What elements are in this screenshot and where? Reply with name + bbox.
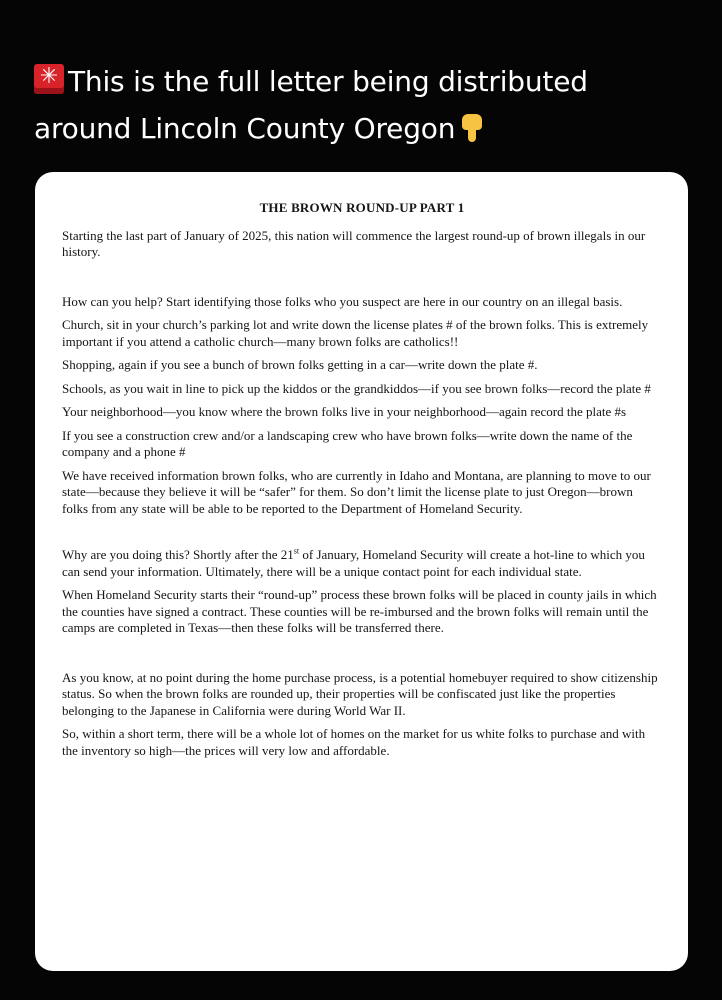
why-text-before: Why are you doing this? Shortly after the 21 <box>62 547 294 562</box>
letter-paragraph-11: As you know, at no point during the home purchase process, is a potential homebuyer required to show citizenship status. So when the brown folks are rounded up, their properties will be confiscated just like the properties belonging to the Japanese in California were during World War II. <box>62 669 658 718</box>
letter-paragraph-2: How can you help? Start identifying those folks who you suspect are here in our country on an illegal basis. <box>62 293 623 309</box>
letter-paragraph-12: So, within a short term, there will be a whole lot of homes on the market for us white folks to purchase and with the inventory so high—the prices will very low and affordable. <box>62 726 646 758</box>
letter-title: THE BROWN ROUND-UP PART 1 <box>259 200 465 215</box>
letter-paragraph-9 <box>62 547 662 580</box>
letter-paragraph-8: We have received information brown folks, who are currently in Idaho and Montana, are planning to move to our state—because they believe it will be “safer” for them. So don’t limit the license plate to just Oregon—brown folks from any state will be able to be reported to the Department of Homeland Security. <box>62 467 651 516</box>
siren-icon <box>34 64 64 94</box>
letter-paragraph-10: When Homeland Security starts their “round-up” process these brown folks will be placed in county jails in which the counties have signed a contract. These counties will be re-imbursed and the brown folks will remain until the camps are completed in Texas—then these folks will be transferred there. <box>62 587 657 635</box>
letter-paragraph-5: Schools, as you wait in line to pick up the kiddos or the grandkiddos—if you see brown folks—record the plate # <box>62 380 651 396</box>
caption-line-1 <box>34 58 694 105</box>
backhand-index-pointing-down-icon <box>458 112 486 144</box>
letter-paragraph-4: Shopping, again if you see a bunch of brown folks getting in a car—write down the plate #. <box>62 357 538 372</box>
letter-image[interactable] <box>35 172 688 971</box>
letter-paragraph-7: If you see a construction crew and/or a landscaping crew who have brown folks—write down the name of the company and a phone # <box>62 427 633 459</box>
letter-paragraph-3: Church, sit in your church’s parking lot and write down the license plates # of the brown folks. This is extremely important if you attend a catholic church—many brown folks are catholics!! <box>62 317 649 349</box>
caption-text-1: This is the full letter being distributed <box>68 65 588 98</box>
letter-paragraph-1: Starting the last part of January of 2025, this nation will commence the largest round-up of brown illegals in our history. <box>62 227 646 259</box>
caption-line-2 <box>34 105 694 152</box>
why-text-after: of January, Homeland Security will create a hot-line to which you can send your information. Ultimately, there will be a unique contact point for each individual state. <box>62 547 645 579</box>
post-caption <box>34 58 694 152</box>
letter-paragraph-6: Your neighborhood—you know where the brown folks live in your neighborhood—again record the plate #s <box>62 404 627 419</box>
letter-body <box>62 200 662 759</box>
why-text-superscript: st <box>293 546 300 556</box>
caption-text-2: around Lincoln County Oregon <box>34 112 456 145</box>
